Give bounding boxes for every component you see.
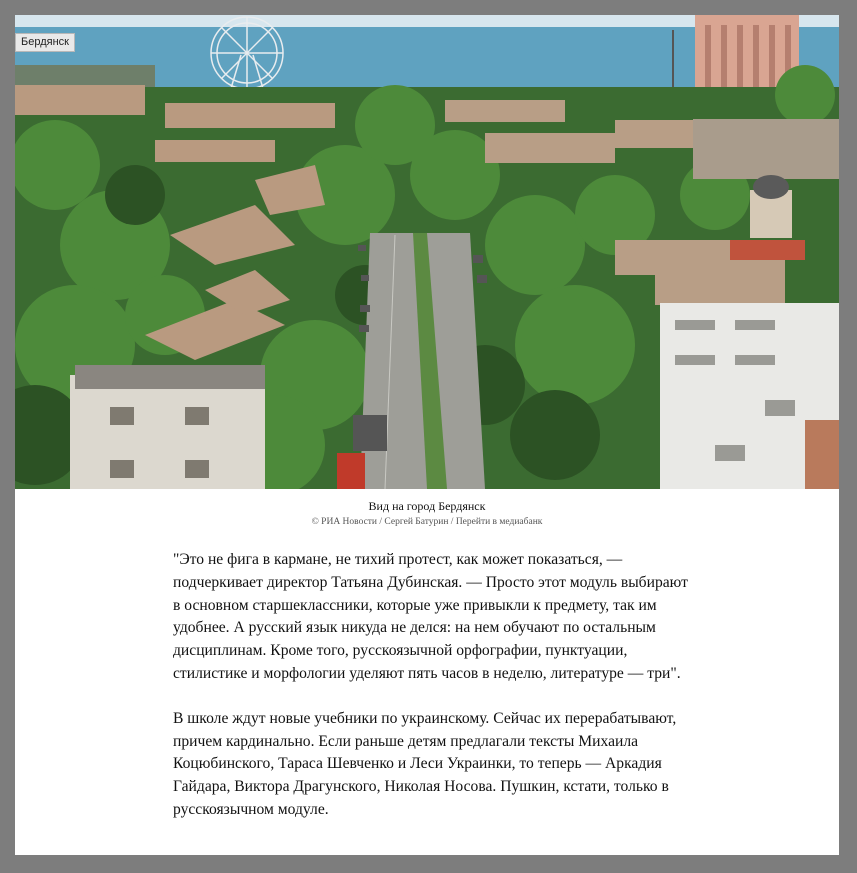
article-paragraph: В школе ждут новые учебники по украинскому. Сейчас их перерабатывают, причем кардинально. Если раньше детям предлагали тексты Михаила Коцюбинского, Тараса Шевченко и Леси Украинки, то теперь — Аркадия Гайдара, Виктора Драгунского, Николая Носова. Пушкин, кстати, только в русскоязычном модуле. <box>173 709 677 818</box>
caption-title: Вид на город Бердянск <box>368 499 486 513</box>
article-paragraph: "Это не фига в кармане, не тихий протест, как может показаться, — подчеркивает директор Татьяна Дубинская. — Просто этот модуль выбирают в основном старшеклассники, которые уже привыкли к предмету, так им удобнее. А русский язык никуда не делся: на нем обучают по остальным дисциплинам. Кроме того, русскоязычной орфографии, пунктуации, стилистике и морфологии уделяют пять часов в неделю, литературе — три". <box>173 551 688 682</box>
credit-separator: / <box>379 517 385 527</box>
caption-credit <box>15 515 839 529</box>
mediabank-link[interactable]: Перейти в медиабанк <box>455 517 543 527</box>
city-photo[interactable] <box>15 15 839 489</box>
credit-separator: / <box>450 517 456 527</box>
article-frame <box>15 15 839 855</box>
article-body <box>173 549 693 844</box>
photo-caption <box>15 499 839 529</box>
city-illustration <box>15 15 839 489</box>
credit-author[interactable]: Сергей Батурин <box>384 517 449 527</box>
photo-location-tag[interactable]: Бердянск <box>15 33 75 52</box>
credit-source[interactable]: © РИА Новости <box>311 517 378 527</box>
